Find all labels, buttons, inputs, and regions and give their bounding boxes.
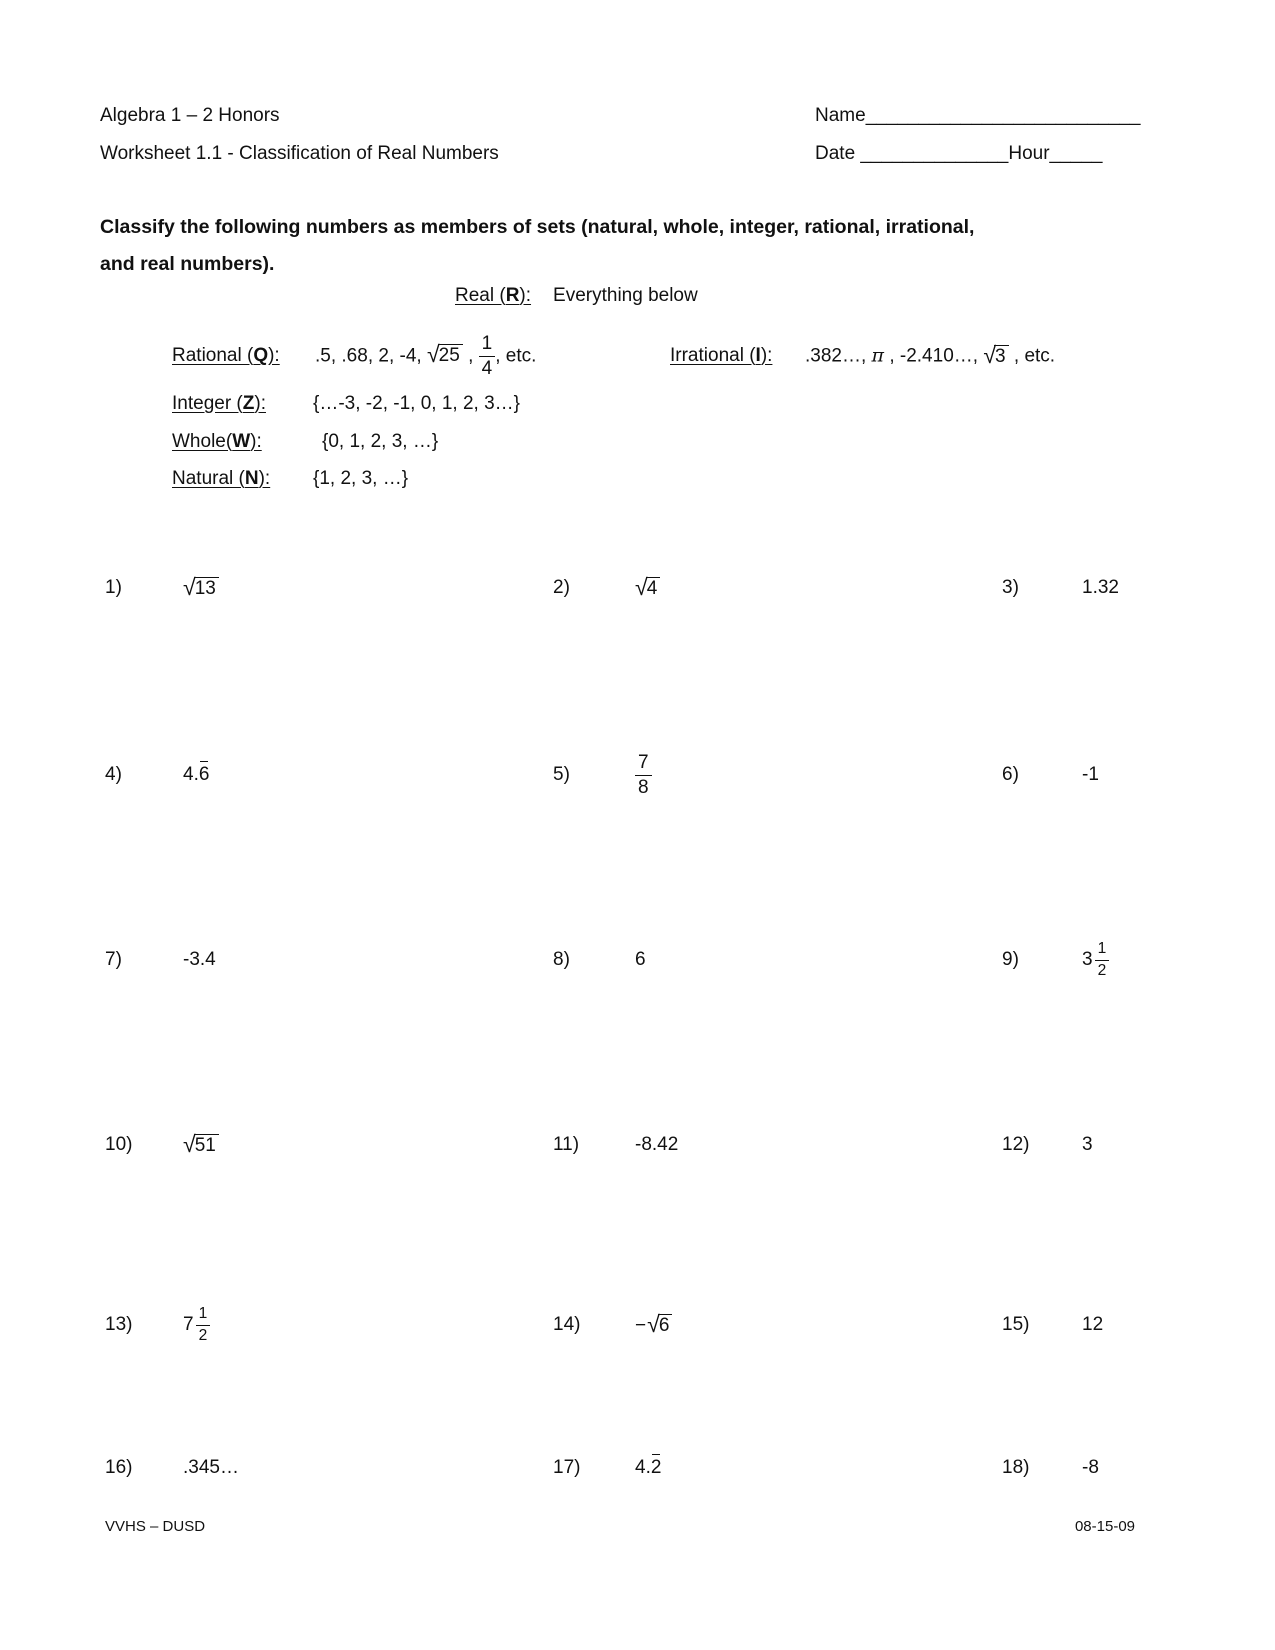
integer-set: {…-3, -2, -1, 0, 1, 2, 3…}	[313, 393, 520, 414]
footer-school: VVHS – DUSD	[105, 1518, 206, 1535]
problem-value: 6	[635, 949, 646, 970]
problem-15	[1002, 1280, 1103, 1370]
problem-5	[553, 730, 652, 820]
definition-real	[455, 285, 698, 307]
natural-set: {1, 2, 3, …}	[313, 468, 409, 489]
sqrt-3: √3	[983, 346, 1008, 367]
problem-number: 2)	[553, 577, 570, 598]
course-title: Algebra 1 – 2 Honors	[100, 105, 280, 126]
problem-number: 9)	[1002, 949, 1019, 970]
problem-number: 4)	[105, 764, 122, 785]
sqrt-25: √25	[427, 345, 463, 366]
name-blank-line: __________________________	[865, 105, 1141, 126]
problem-number: 15)	[1002, 1314, 1030, 1335]
worksheet-title: Worksheet 1.1 - Classification of Real Numbers	[100, 143, 499, 164]
problem-12	[1002, 1100, 1093, 1190]
definition-rational	[172, 328, 536, 384]
hour-blank-line: _____	[1049, 143, 1103, 164]
problem-value: 3 $\frac{1}{2}$	[1082, 941, 1109, 979]
problem-2	[553, 543, 660, 633]
footer-date: 08-15-09	[1074, 1518, 1135, 1535]
problem-value: -1	[1082, 764, 1099, 785]
problem-value: -8	[1082, 1457, 1099, 1478]
problem-17	[553, 1423, 661, 1513]
problem-value: √4	[635, 576, 660, 600]
problem-16	[105, 1423, 239, 1513]
problem-number: 11)	[553, 1134, 580, 1155]
problem-10	[105, 1100, 219, 1190]
problem-value: $\frac{7}{8}$	[635, 753, 652, 798]
problem-8	[553, 915, 646, 1005]
fraction-one-fourth: $\frac{1}{4}$	[479, 345, 496, 366]
date-hour-field	[815, 143, 1102, 165]
instructions-line-2: and real numbers).	[100, 253, 275, 275]
problem-number: 3)	[1002, 577, 1019, 598]
problem-value: −√6	[635, 1313, 672, 1337]
problem-1	[105, 543, 219, 633]
problem-value: 3	[1082, 1134, 1093, 1155]
instructions-line-1: Classify the following numbers as members of sets (natural, whole, integer, rational, irrational,	[100, 216, 975, 238]
problem-number: 8)	[553, 949, 570, 970]
irrational-examples: .382…, π , -2.410…, √3 , etc.	[805, 342, 1056, 369]
problem-value: 12	[1082, 1314, 1104, 1335]
hour-label: Hour	[1008, 143, 1050, 164]
definition-irrational	[670, 328, 1055, 384]
date-blank-line: ______________	[860, 143, 1009, 164]
integer-label: Integer (Z):	[172, 393, 266, 414]
problem-3	[1002, 543, 1119, 633]
problem-number: 1)	[105, 577, 122, 598]
problem-number: 5)	[553, 764, 570, 785]
problem-number: 7)	[105, 949, 122, 970]
rational-label: Rational (Q):	[172, 345, 280, 366]
problem-9	[1002, 915, 1109, 1005]
problem-value: .345…	[183, 1457, 239, 1478]
irrational-label: Irrational (I):	[670, 345, 773, 366]
natural-label: Natural (N):	[172, 468, 271, 489]
problem-11	[553, 1100, 678, 1190]
problem-7	[105, 915, 216, 1005]
problem-number: 10)	[105, 1134, 133, 1155]
pi-symbol: π	[871, 344, 885, 367]
problem-value: -8.42	[635, 1134, 679, 1155]
definition-integer	[172, 393, 520, 415]
problem-value: √51	[183, 1133, 219, 1157]
problem-6	[1002, 730, 1099, 820]
problem-number: 18)	[1002, 1457, 1030, 1478]
whole-set: {0, 1, 2, 3, …}	[322, 431, 439, 452]
definition-natural	[172, 468, 408, 490]
name-field	[815, 105, 1140, 127]
problem-value: 1.32	[1082, 577, 1119, 598]
problem-number: 6)	[1002, 764, 1019, 785]
problem-value: 4.2	[635, 1457, 662, 1478]
name-label: Name	[815, 105, 866, 126]
problem-number: 16)	[105, 1457, 133, 1478]
date-label: Date	[815, 143, 861, 164]
problem-number: 12)	[1002, 1134, 1030, 1155]
problem-number: 14)	[553, 1314, 581, 1335]
problem-number: 17)	[553, 1457, 581, 1478]
real-label: Real (R):	[455, 285, 532, 306]
problem-value: √13	[183, 576, 219, 600]
rational-examples: .5, .68, 2, -4, √25 , $\frac{1}{4}$ , etc.	[315, 332, 537, 379]
problem-4	[105, 730, 209, 820]
problem-value: 7 $\frac{1}{2}$	[183, 1306, 210, 1344]
problem-number: 13)	[105, 1314, 133, 1335]
whole-label: Whole(W):	[172, 431, 262, 452]
definition-whole	[172, 431, 438, 453]
problem-18	[1002, 1423, 1099, 1513]
problem-13	[105, 1280, 210, 1370]
problem-value: 4.6	[183, 764, 210, 785]
real-value: Everything below	[553, 285, 698, 306]
problem-value: -3.4	[183, 949, 216, 970]
problem-14	[553, 1280, 672, 1370]
